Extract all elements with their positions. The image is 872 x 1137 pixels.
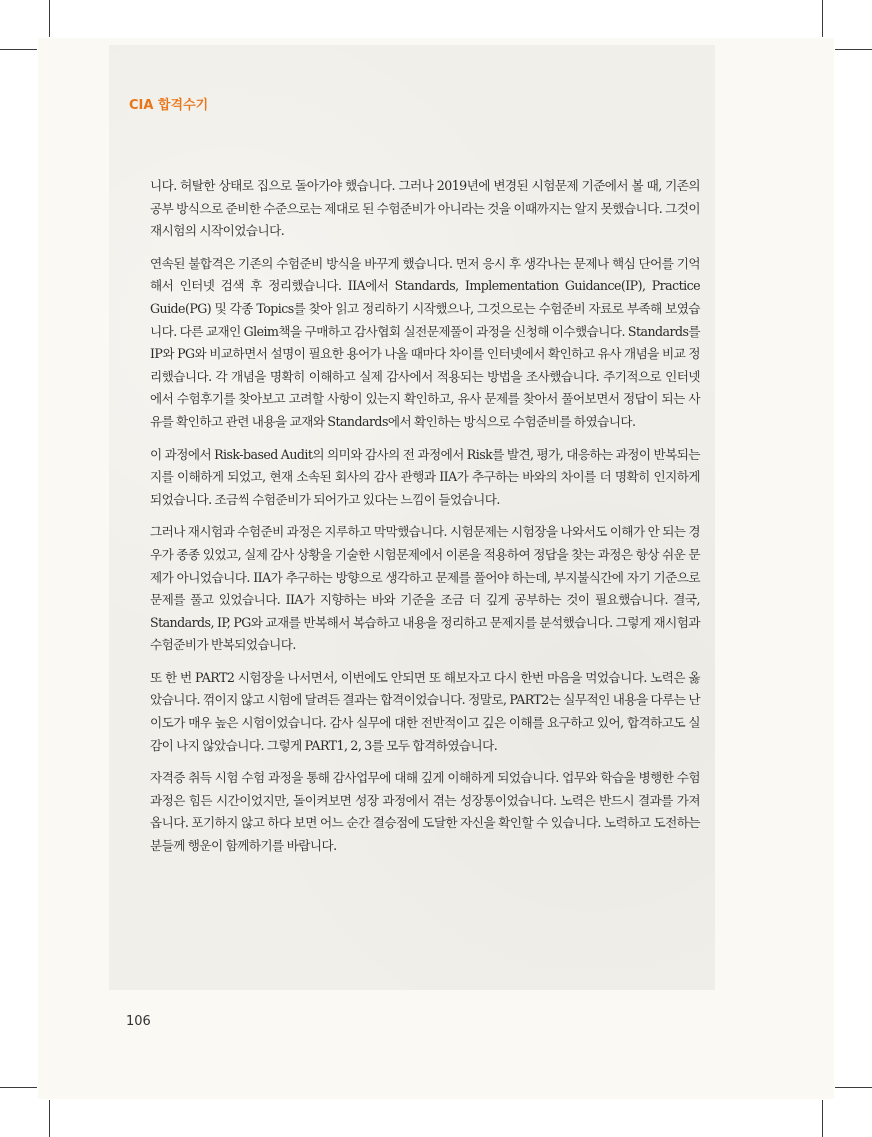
running-header: CIA 합격수기: [129, 98, 209, 113]
crop-mark: [822, 0, 823, 37]
crop-mark: [49, 1100, 50, 1137]
crop-mark: [822, 1100, 823, 1137]
paragraph: 이 과정에서 Risk-based Audit의 의미와 감사의 전 과정에서 Risk를 발견, 평가, 대응하는 과정이 반복되는지를 이해하게 되었고, 현재 소속된 회사의 감사 관행과 IIA가 추구하는 바와의 차이를 더 명확히 인지하게 되었습니다. 조금씩 수험준비가 되어가고 있다는 느낌이 들었습니다.: [150, 446, 700, 507]
paragraph: 자격증 취득 시험 수험 과정을 통해 감사업무에 대해 깊게 이해하게 되었습니다. 업무와 학습을 병행한 수험 과정은 힘든 시간이었지만, 돌이켜보면 성장 과정에서 겪는 성장통이었습니다. 노력은 반드시 결과를 가져옵니다. 포기하지 않고 하다 보면 어느 순간 결승점에 도달한 자신을 확인할 수 있습니다. 노력하고 도전하는 분들께 행운이 함께하기를 바랍니다.: [150, 770, 700, 854]
crop-mark: [0, 1087, 37, 1088]
paragraph: 또 한 번 PART2 시험장을 나서면서, 이번에도 안되면 또 해보자고 다시 한번 마음을 먹었습니다. 노력은 옳았습니다. 꺾이지 않고 시험에 달려든 결과는 합격이었습니다. 정말로, PART2는 실무적인 내용을 다루는 난이도가 매우 높은 시험이었습니다. 감사 실무에 대한 전반적이고 깊은 이해를 요구하고 있어, 합격하고도 실감이 나지 않았습니다. 그렇게 PART1, 2, 3를 모두 합격하였습니다.: [150, 669, 700, 753]
crop-mark: [835, 49, 872, 50]
paragraph: 연속된 불합격은 기존의 수험준비 방식을 바꾸게 했습니다. 먼저 응시 후 생각나는 문제나 핵심 단어를 기억해서 인터넷 검색 후 정리했습니다. IIA에서 Standards, Implementation Guidance(IP), Practice Guide(PG) 및 각종 Topics를 찾아 읽고 정리하기 시작했으나, 그것으로는 수험준비 자료로 부족해 보였습니다. 다른 교재인 Gleim책을 구매하고 감사협회 실전문제풀이 과정을 신청해 이수했습니다. Standards를 IP와 PG와 비교하면서 설명이 필요한 용어가 나올 때마다 차이를 인터넷에서 확인하고 유사 개념을 비교 정리했습니다. 각 개념을 명확히 이해하고 실제 감사에서 적용되는 방법을 조사했습니다. 주기적으로 인터넷에서 수험후기를 찾아보고 고려할 사항이 있는지 확인하고, 유사 문제를 찾아서 풀어보면서 정답이 되는 사유를 확인하고 관련 내용을 교재와 Standards에서 확인하는 방식으로 수험준비를 하였습니다.: [150, 255, 700, 429]
crop-mark: [835, 1087, 872, 1088]
page-number: 106: [126, 1014, 151, 1029]
body-text: [150, 175, 700, 868]
paragraph: 니다. 허탈한 상태로 집으로 돌아가야 했습니다. 그러나 2019년에 변경된 시험문제 기준에서 볼 때, 기존의 공부 방식으로 준비한 수준으로는 제대로 된 수험준비가 아니라는 것을 이때까지는 알지 못했습니다. 그것이 재시험의 시작이었습니다.: [150, 178, 700, 239]
paragraph: 그러나 재시험과 수험준비 과정은 지루하고 막막했습니다. 시험문제는 시험장을 나와서도 이해가 안 되는 경우가 종종 있었고, 실제 감사 상황을 기술한 시험문제에서 이론을 적용하여 정답을 찾는 과정은 항상 쉬운 문제가 아니었습니다. IIA가 추구하는 방향으로 생각하고 문제를 풀어야 하는데, 부지불식간에 자기 기준으로 문제를 풀고 있었습니다. IIA가 지향하는 바와 기준을 조금 더 깊게 공부하는 것이 필요했습니다. 결국, Standards, IP, PG와 교재를 반복해서 복습하고 내용을 정리하고 문제지를 분석했습니다. 그렇게 재시험과 수험준비가 반복되었습니다.: [150, 524, 700, 653]
crop-mark: [49, 0, 50, 37]
crop-mark: [0, 49, 37, 50]
